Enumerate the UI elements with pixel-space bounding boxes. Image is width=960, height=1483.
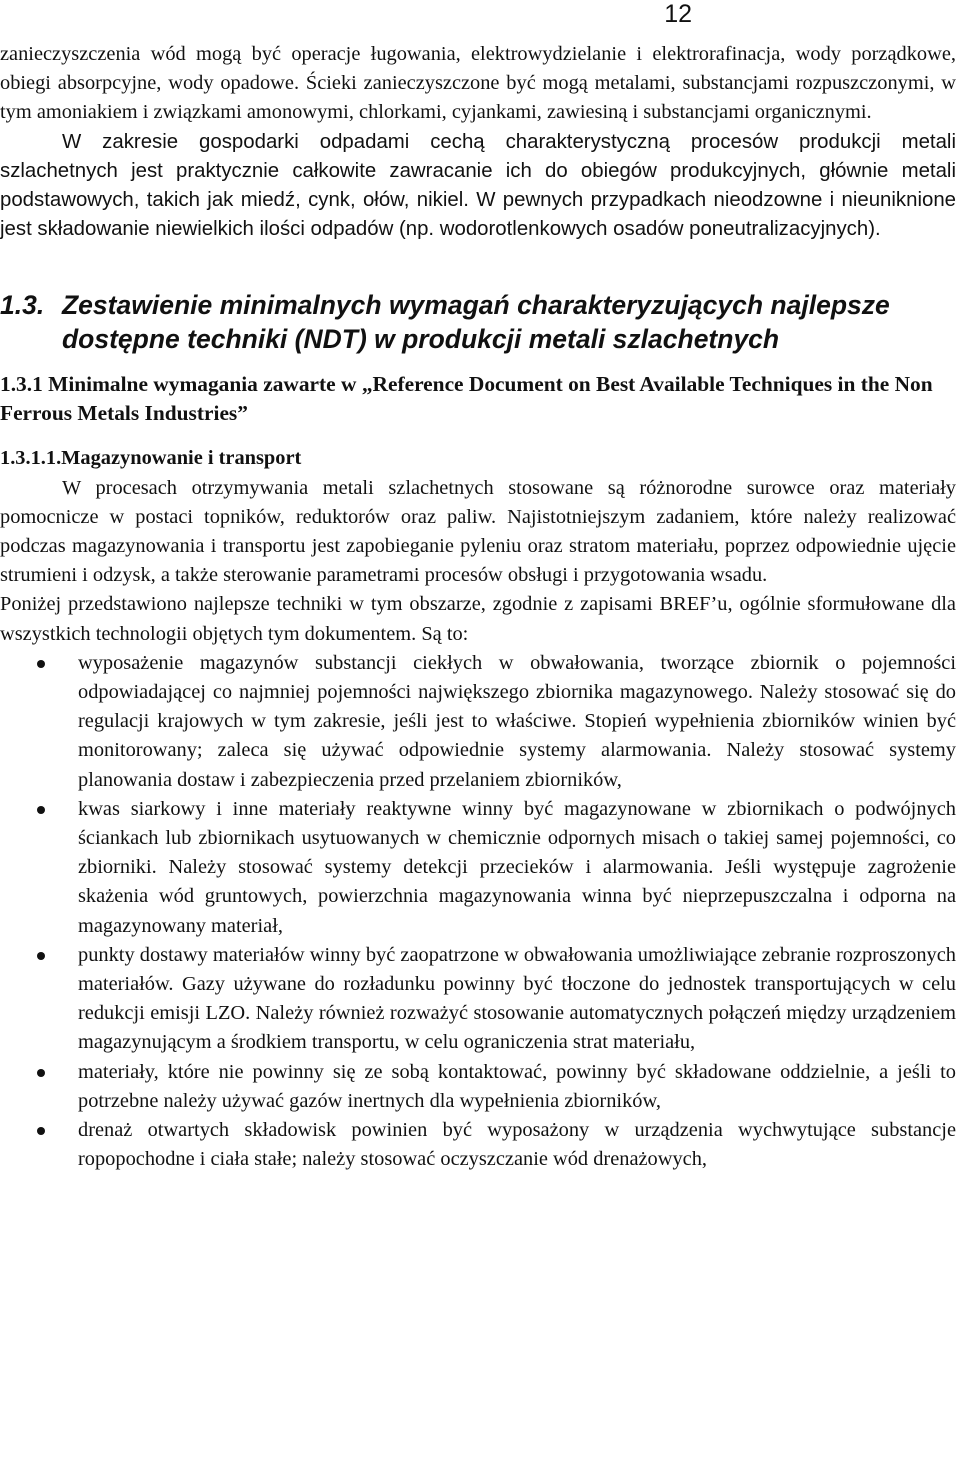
list-item-text: punkty dostawy materiałów winny być zaopatrzone w obwałowania umożliwiające zebranie rozproszonych materiałów. Gazy używane do rozładunku powinny być tłoczone do jednostek transportujących w celu redukcji emisji LZO. Należy również rozważyć stosowanie automatycznych połączeń między urządzeniem magazynującym a środkiem transportu, w celu ograniczenia strat materiału,: [78, 943, 956, 1054]
list-item-text: wyposażenie magazynów substancji ciekłych w obwałowania, tworzące zbiornik o pojemności odpowiadającej co najmniej pojemności największego zbiornika magazynowego. Należy stosować się do regulacji krajowych w tym zakresie, jeśli jest to właściwe. Stopień wypełnienia zbiorników winien być monitorowany; zaleca się używać odpowiednie systemy alarmowania. Należy stosować systemy planowania dostaw i zabezpieczenia przed przelaniem zbiorników,: [78, 651, 956, 791]
list-item-text: kwas siarkowy i inne materiały reaktywne winny być magazynowane w zbiornikach o podwójnych ściankach lub zbiornikach usytuowanych w chemicznie odpornych misach o takiej samej pojemności, co zbiorniki. Należy stosować systemy detekcji przecieków i alarmowania. Jeśli występuje zagrożenie skażenia wód gruntowych, powierzchnia magazynowania winna być nieprzepuszczalna i odporna na magazynowany materiał,: [78, 797, 956, 937]
document-body: [0, 40, 956, 1175]
section-number: 1.3.: [0, 290, 45, 321]
list-item: [0, 1116, 956, 1174]
page-number: 12: [664, 0, 692, 28]
body-paragraph-1: W procesach otrzymywania metali szlachetnych stosowane są różnorodne surowce oraz materiały pomocnicze w postaci topników, reduktorów oraz paliw. Najistotniejszym zadaniem, które należy realizować podczas magazynowania i transportu jest zapobieganie pyleniu oraz stratom materiału, poprzez odpowiednie ujęcie strumieni i odzysk, a także sterowanie parametrami procesów obsługi i przygotowania wsadu.: [0, 476, 956, 587]
list-item-text: drenaż otwartych składowisk powinien być wyposażony w urządzenia wychwytujące substancje ropopochodne i ciała stałe; należy stosować oczyszczanie wód drenażowych,: [78, 1119, 956, 1171]
intro-paragraph-2: W zakresie gospodarki odpadami cechą charakterystyczną procesów produkcji metali szlachetnych jest praktycznie całkowite zawracanie ich do obiegów produkcyjnych, głównie metali podstawowych, takich jak miedź, cynk, ołów, nikiel. W pewnych przypadkach nieodzowne i nieuniknione jest składowanie niewielkich ilości odpadów (np. wodorotlenkowych osadów poneutralizacyjnych).: [0, 130, 956, 241]
list-item: [0, 795, 956, 941]
subsubsection-heading: 1.3.1.1.Magazynowanie i transport: [0, 447, 302, 470]
requirements-list: [0, 649, 956, 1175]
intro-paragraph-1: zanieczyszczenia wód mogą być operacje ługowania, elektrowydzielanie i elektrorafinacja, wody porządkowe, obiegi absorpcyjne, wody opadowe. Ścieki zanieczyszczone być mogą metalami, substancjami rozpuszczonymi, w tym amoniakiem i związkami amonowymi, chlorkami, cyjankami, zawiesiną i substancjami organicznymi.: [0, 43, 956, 124]
list-item-text: materiały, które nie powinny się ze sobą kontaktować, powinny być składowane oddzielnie, a jeśli to potrzebne należy używać gazów inertnych dla wypełnienia zbiorników,: [78, 1060, 956, 1112]
section-title: Zestawienie minimalnych wymagań charakteryzujących najlepsze dostępne techniki (NDT) w produkcji metali szlachetnych: [62, 290, 890, 355]
subsection-heading: 1.3.1 Minimalne wymagania zawarte w „Reference Document on Best Available Techniques in the Non Ferrous Metals Industries”: [0, 372, 933, 426]
bullet-icon: [37, 806, 45, 814]
list-item: [0, 1058, 956, 1116]
bullet-icon: [37, 1127, 45, 1135]
bullet-icon: [37, 660, 45, 668]
body-paragraph-2: Poniżej przedstawiono najlepsze techniki w tym obszarze, zgodnie z zapisami BREF’u, ogólnie sformułowane dla wszystkich technologii objętych tym dokumentem. Są to:: [0, 593, 956, 645]
bullet-icon: [37, 1069, 45, 1077]
list-item: [0, 941, 956, 1058]
list-item: [0, 649, 956, 795]
bullet-icon: [37, 952, 45, 960]
section-heading: [0, 288, 956, 356]
